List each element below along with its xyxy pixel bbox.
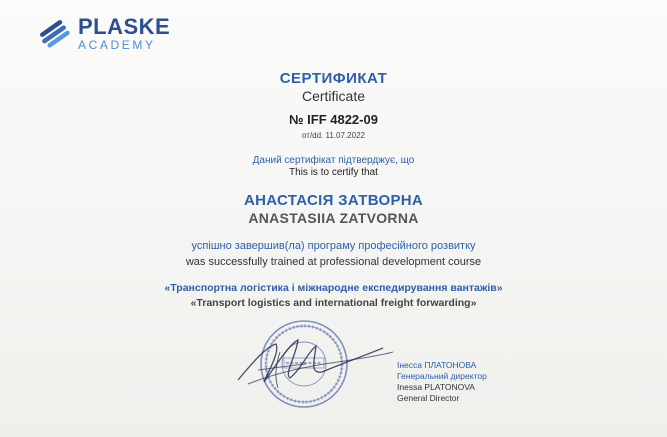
signatory-name-ua: Інесса ПЛАТОНОВА bbox=[397, 360, 477, 370]
logo-sub: ACADEMY bbox=[78, 38, 156, 52]
signatory-position-en: General Director bbox=[397, 393, 460, 403]
certificate-number: № IFF 4822-09 bbox=[289, 112, 378, 127]
certificate-date: от/dd. 11.07.2022 bbox=[302, 131, 365, 140]
certificate-title-en: Certificate bbox=[301, 88, 366, 104]
course-title-en: «Transport logistics and international freight forwarding» bbox=[190, 297, 477, 309]
signature-icon bbox=[218, 322, 398, 402]
signatory-position-ua: Генеральний директор bbox=[397, 371, 487, 381]
completion-text-en: was successfully trained at professional development course bbox=[185, 256, 482, 268]
completion-text-ua: успішно завершив(ла) програму професійного розвитку bbox=[191, 240, 476, 252]
recipient-name-en: ANASTASIIA ZATVORNA bbox=[248, 210, 419, 226]
recipient-name-ua: АНАСТАСІЯ ЗАТВОРНА bbox=[243, 192, 424, 209]
certificate-title-ua: СЕРТИФИКАТ bbox=[279, 70, 388, 87]
logo-mark-icon bbox=[38, 17, 72, 51]
confirm-text-ua: Даний сертифікат підтверджує, що bbox=[252, 155, 415, 166]
course-title-ua: «Транспортна логістика і міжнародне експедирування вантажів» bbox=[164, 282, 503, 294]
logo-brand: PLASKE bbox=[78, 14, 171, 39]
plaske-academy-logo bbox=[38, 16, 170, 51]
confirm-text-en: This is to certify that bbox=[289, 167, 378, 178]
signatory-block bbox=[397, 360, 487, 404]
signatory-name-en: Inessa PLATONOVA bbox=[397, 382, 475, 392]
